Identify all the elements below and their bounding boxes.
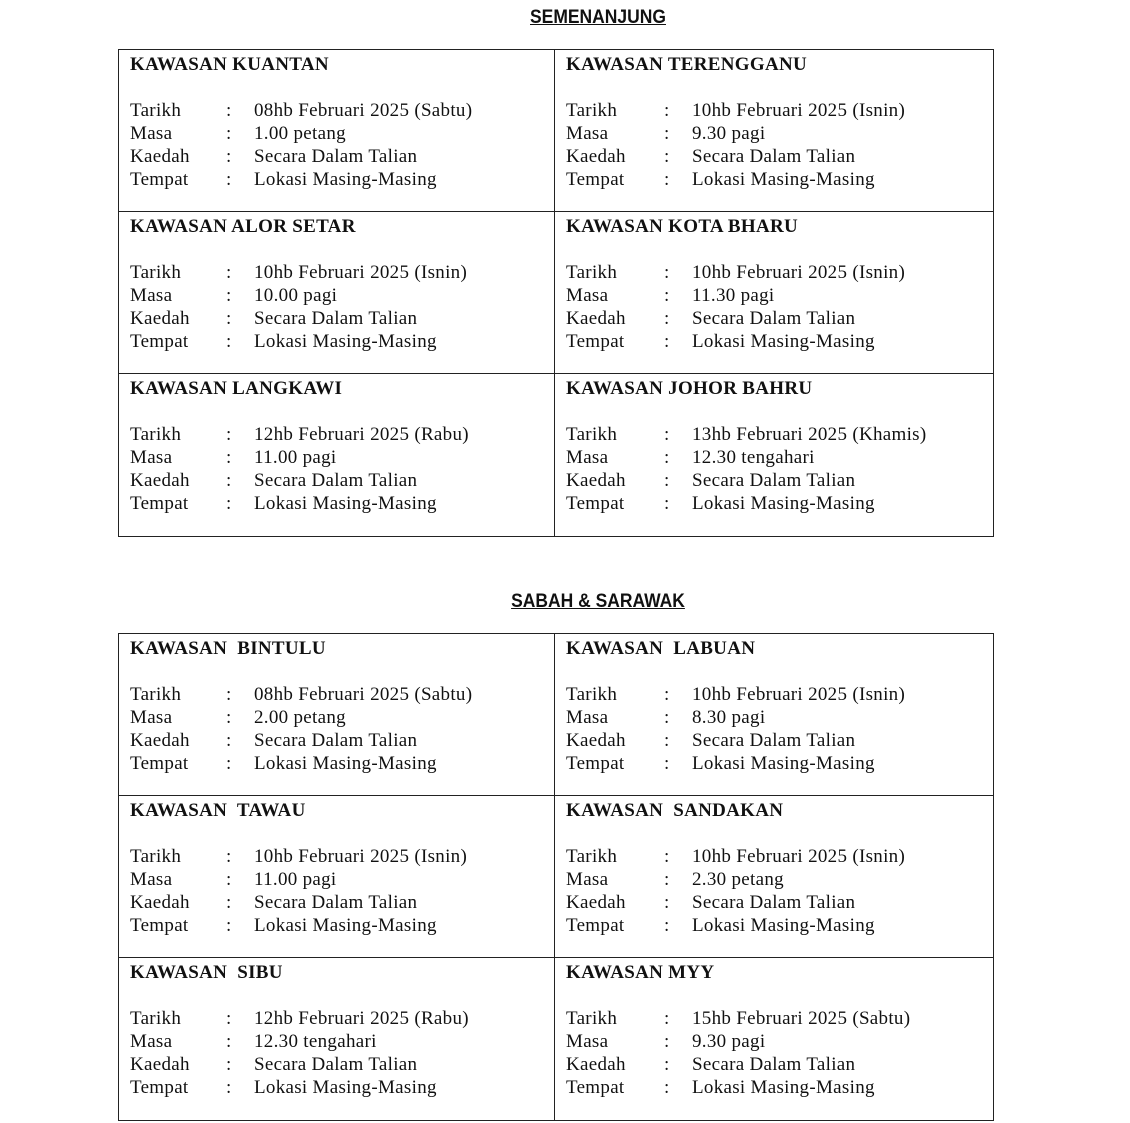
masa-row [130,1030,554,1053]
masa-label: Masa [566,123,609,144]
colon-separator: : [226,424,232,445]
area-title: KAWASAN SIBU [130,962,283,983]
colon-separator: : [226,308,232,329]
tarikh-value: 12hb Februari 2025 (Rabu) [254,424,469,445]
tarikh-row [566,99,993,122]
colon-separator: : [226,1031,232,1052]
tarikh-label: Tarikh [130,100,182,121]
tempat-value: Lokasi Masing-Masing [692,1077,875,1098]
masa-label: Masa [130,1031,173,1052]
colon-separator: : [664,1031,670,1052]
masa-label: Masa [566,1031,609,1052]
masa-value: 11.30 pagi [692,285,775,306]
tempat-value: Lokasi Masing-Masing [692,169,875,190]
tempat-row [130,492,554,515]
colon-separator: : [664,308,670,329]
masa-label: Masa [566,285,609,306]
kaedah-value: Secara Dalam Talian [254,1054,418,1075]
masa-label: Masa [130,707,173,728]
colon-separator: : [226,169,232,190]
tarikh-label: Tarikh [566,262,618,283]
colon-separator: : [226,123,232,144]
tempat-label: Tempat [130,493,189,514]
tarikh-row [130,1007,554,1030]
tempat-value: Lokasi Masing-Masing [254,169,437,190]
area-title: KAWASAN TERENGGANU [566,54,808,75]
colon-separator: : [664,169,670,190]
tempat-label: Tempat [566,493,625,514]
tarikh-value: 10hb Februari 2025 (Isnin) [692,100,906,121]
colon-separator: : [226,753,232,774]
masa-value: 9.30 pagi [692,1031,766,1052]
tarikh-value: 10hb Februari 2025 (Isnin) [254,262,468,283]
schedule-cell [119,634,555,796]
tempat-label: Tempat [130,169,189,190]
kaedah-value: Secara Dalam Talian [254,470,418,491]
kaedah-value: Secara Dalam Talian [692,146,856,167]
tarikh-value: 10hb Februari 2025 (Isnin) [692,684,906,705]
tempat-row [566,330,993,353]
tarikh-label: Tarikh [130,262,182,283]
kaedah-value: Secara Dalam Talian [254,146,418,167]
masa-label: Masa [130,447,173,468]
masa-row [130,868,554,891]
area-title: KAWASAN MYY [566,962,715,983]
masa-row [130,446,554,469]
area-title: KAWASAN JOHOR BAHRU [566,378,813,399]
kaedah-row [566,1053,993,1076]
colon-separator: : [664,753,670,774]
colon-separator: : [664,123,670,144]
tempat-value: Lokasi Masing-Masing [254,915,437,936]
kaedah-value: Secara Dalam Talian [692,1054,856,1075]
tarikh-label: Tarikh [566,100,618,121]
tempat-value: Lokasi Masing-Masing [692,493,875,514]
kaedah-row [130,145,554,168]
schedule-table-semenanjung [118,49,994,537]
tempat-label: Tempat [130,331,189,352]
colon-separator: : [664,892,670,913]
colon-separator: : [226,869,232,890]
tarikh-label: Tarikh [566,1008,618,1029]
colon-separator: : [226,100,232,121]
kaedah-row [130,1053,554,1076]
tempat-label: Tempat [130,1077,189,1098]
masa-row [566,868,993,891]
colon-separator: : [664,915,670,936]
tarikh-value: 08hb Februari 2025 (Sabtu) [254,100,473,121]
colon-separator: : [664,684,670,705]
kaedah-label: Kaedah [130,1054,190,1075]
colon-separator: : [226,493,232,514]
tarikh-row [566,683,993,706]
kaedah-value: Secara Dalam Talian [692,730,856,751]
tempat-value: Lokasi Masing-Masing [692,331,875,352]
tempat-value: Lokasi Masing-Masing [692,915,875,936]
tarikh-row [566,1007,993,1030]
kaedah-row [130,891,554,914]
schedule-cell [555,374,993,536]
kaedah-row [130,729,554,752]
tempat-label: Tempat [130,915,189,936]
area-title: KAWASAN SANDAKAN [566,800,784,821]
masa-label: Masa [130,123,173,144]
tarikh-row [566,261,993,284]
tarikh-value: 12hb Februari 2025 (Rabu) [254,1008,469,1029]
tarikh-row [130,423,554,446]
kaedah-value: Secara Dalam Talian [254,892,418,913]
schedule-cell [555,212,993,374]
masa-value: 9.30 pagi [692,123,766,144]
tempat-value: Lokasi Masing-Masing [254,493,437,514]
kaedah-row [130,469,554,492]
kaedah-value: Secara Dalam Talian [254,308,418,329]
colon-separator: : [226,846,232,867]
colon-separator: : [664,493,670,514]
schedule-cell [555,50,993,212]
colon-separator: : [226,730,232,751]
masa-value: 10.00 pagi [254,285,338,306]
colon-separator: : [226,684,232,705]
kaedah-value: Secara Dalam Talian [692,470,856,491]
area-title: KAWASAN BINTULU [130,638,326,659]
colon-separator: : [664,424,670,445]
colon-separator: : [664,869,670,890]
masa-value: 12.30 tengahari [254,1031,377,1052]
masa-row [566,706,993,729]
kaedah-label: Kaedah [566,730,626,751]
tempat-label: Tempat [566,1077,625,1098]
masa-value: 2.30 petang [692,869,784,890]
masa-row [566,1030,993,1053]
schedule-table-sabah-sarawak [118,633,994,1121]
tempat-row [130,330,554,353]
tarikh-label: Tarikh [566,424,618,445]
tempat-label: Tempat [566,915,625,936]
kaedah-row [130,307,554,330]
colon-separator: : [664,285,670,306]
kaedah-label: Kaedah [130,730,190,751]
masa-label: Masa [566,869,609,890]
kaedah-label: Kaedah [130,470,190,491]
tempat-label: Tempat [130,753,189,774]
schedule-cell [555,958,993,1120]
colon-separator: : [664,470,670,491]
colon-separator: : [226,915,232,936]
tempat-row [130,168,554,191]
masa-value: 12.30 tengahari [692,447,815,468]
kaedah-label: Kaedah [130,892,190,913]
tarikh-label: Tarikh [566,846,618,867]
colon-separator: : [226,1077,232,1098]
kaedah-row [566,729,993,752]
colon-separator: : [664,331,670,352]
colon-separator: : [226,262,232,283]
tempat-label: Tempat [566,753,625,774]
kaedah-value: Secara Dalam Talian [254,730,418,751]
kaedah-label: Kaedah [566,892,626,913]
kaedah-row [566,891,993,914]
kaedah-label: Kaedah [130,308,190,329]
section-heading-sabah-sarawak: SABAH & SARAWAK [511,591,685,612]
colon-separator: : [664,146,670,167]
tarikh-row [566,423,993,446]
masa-value: 1.00 petang [254,123,346,144]
schedule-cell [119,374,555,536]
colon-separator: : [226,1054,232,1075]
masa-value: 11.00 pagi [254,869,337,890]
colon-separator: : [664,707,670,728]
area-title: KAWASAN ALOR SETAR [130,216,356,237]
section-heading-semenanjung: SEMENANJUNG [530,7,666,28]
kaedah-label: Kaedah [566,308,626,329]
tarikh-value: 13hb Februari 2025 (Khamis) [692,424,927,445]
kaedah-label: Kaedah [566,146,626,167]
schedule-cell [555,796,993,958]
tempat-label: Tempat [566,169,625,190]
colon-separator: : [664,730,670,751]
tarikh-row [130,99,554,122]
schedule-cell [119,958,555,1120]
tarikh-row [130,845,554,868]
kaedah-row [566,307,993,330]
colon-separator: : [226,892,232,913]
tempat-value: Lokasi Masing-Masing [254,1077,437,1098]
tempat-row [566,914,993,937]
tarikh-value: 15hb Februari 2025 (Sabtu) [692,1008,911,1029]
tarikh-row [566,845,993,868]
kaedah-value: Secara Dalam Talian [692,892,856,913]
tarikh-value: 10hb Februari 2025 (Isnin) [254,846,468,867]
masa-row [566,446,993,469]
tempat-value: Lokasi Masing-Masing [254,753,437,774]
colon-separator: : [226,447,232,468]
schedule-cell [119,796,555,958]
area-title: KAWASAN LANGKAWI [130,378,343,399]
masa-row [130,122,554,145]
tarikh-label: Tarikh [130,684,182,705]
colon-separator: : [226,470,232,491]
kaedah-value: Secara Dalam Talian [692,308,856,329]
masa-value: 11.00 pagi [254,447,337,468]
schedule-cell [119,212,555,374]
masa-row [566,284,993,307]
colon-separator: : [226,146,232,167]
tempat-row [566,492,993,515]
tarikh-row [130,683,554,706]
tempat-row [566,752,993,775]
schedule-cell [119,50,555,212]
tarikh-label: Tarikh [566,684,618,705]
tempat-value: Lokasi Masing-Masing [254,331,437,352]
tempat-label: Tempat [566,331,625,352]
kaedah-label: Kaedah [566,470,626,491]
tempat-row [130,752,554,775]
masa-label: Masa [566,707,609,728]
colon-separator: : [664,262,670,283]
tarikh-label: Tarikh [130,424,182,445]
masa-label: Masa [130,285,173,306]
masa-value: 2.00 petang [254,707,346,728]
area-title: KAWASAN TAWAU [130,800,306,821]
masa-label: Masa [130,869,173,890]
tarikh-value: 10hb Februari 2025 (Isnin) [692,262,906,283]
tarikh-value: 08hb Februari 2025 (Sabtu) [254,684,473,705]
masa-value: 8.30 pagi [692,707,766,728]
tempat-row [566,1076,993,1099]
tarikh-value: 10hb Februari 2025 (Isnin) [692,846,906,867]
tarikh-label: Tarikh [130,846,182,867]
tempat-row [130,914,554,937]
area-title: KAWASAN KOTA BHARU [566,216,799,237]
kaedah-row [566,145,993,168]
tempat-row [566,168,993,191]
kaedah-row [566,469,993,492]
masa-row [130,706,554,729]
masa-row [130,284,554,307]
tarikh-label: Tarikh [130,1008,182,1029]
masa-label: Masa [566,447,609,468]
tarikh-row [130,261,554,284]
colon-separator: : [664,100,670,121]
colon-separator: : [226,331,232,352]
area-title: KAWASAN LABUAN [566,638,756,659]
kaedah-label: Kaedah [566,1054,626,1075]
colon-separator: : [664,846,670,867]
colon-separator: : [664,1008,670,1029]
kaedah-label: Kaedah [130,146,190,167]
tempat-row [130,1076,554,1099]
colon-separator: : [664,1077,670,1098]
masa-row [566,122,993,145]
area-title: KAWASAN KUANTAN [130,54,329,75]
schedule-cell [555,634,993,796]
tempat-value: Lokasi Masing-Masing [692,753,875,774]
colon-separator: : [226,1008,232,1029]
colon-separator: : [226,285,232,306]
colon-separator: : [664,447,670,468]
colon-separator: : [664,1054,670,1075]
colon-separator: : [226,707,232,728]
